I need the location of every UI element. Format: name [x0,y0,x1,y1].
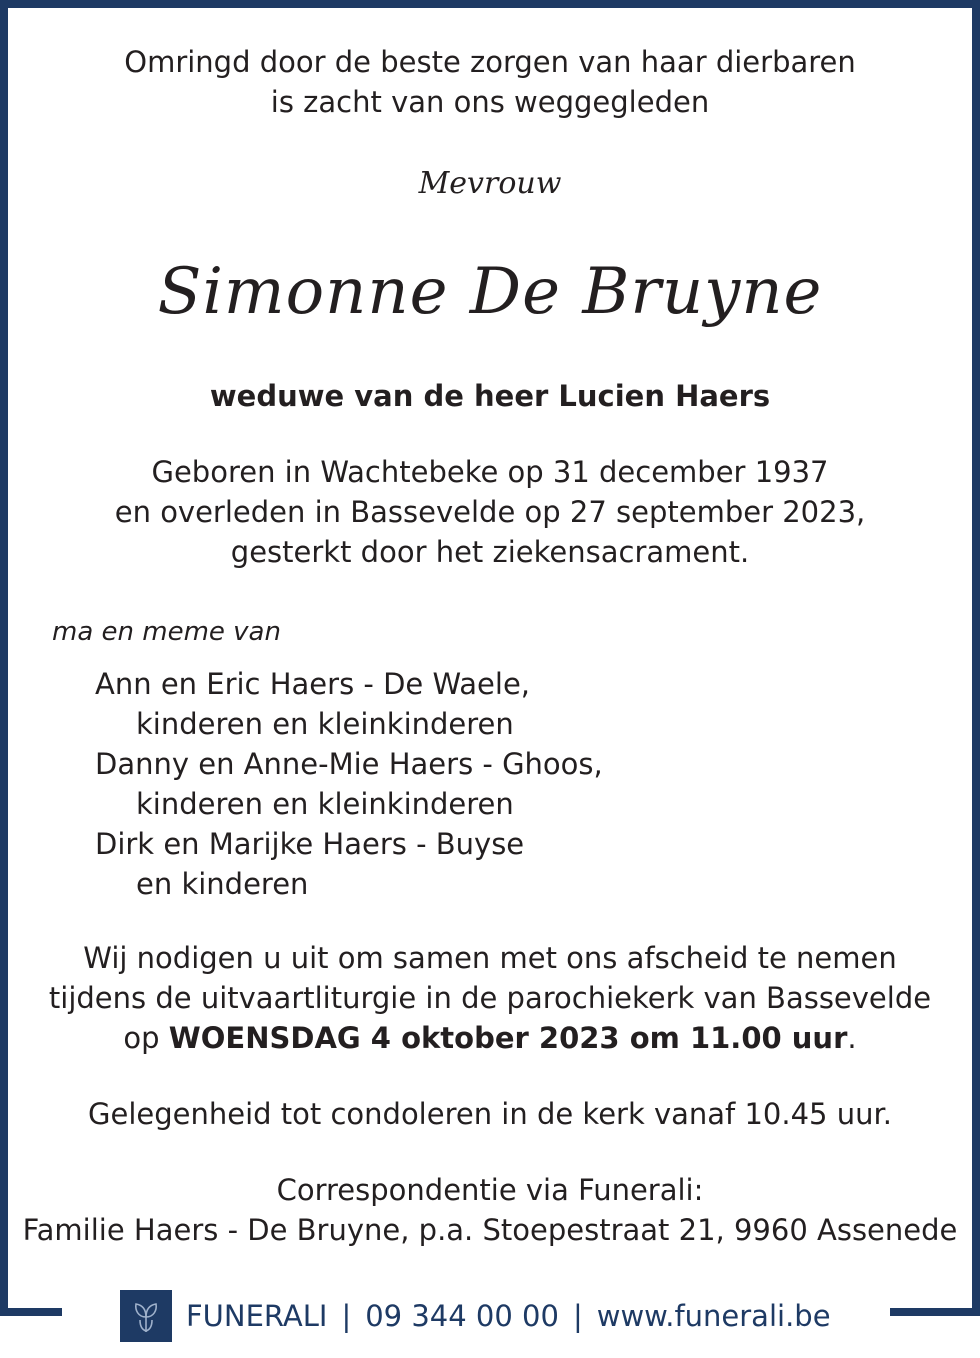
sacrament-line: gesterkt door het ziekensacrament. [230,535,750,569]
footer-separator-1: | [341,1299,352,1333]
family-names-3: Dirk en Marijke Haers - Buyse [95,827,525,861]
family-names-2: Danny en Anne-Mie Haers - Ghoos, [95,747,603,781]
family-heading: ma en meme van [52,617,281,647]
frame-bottom-right-border [890,1308,980,1316]
family-names-1: Ann en Eric Haers - De Waele, [95,667,531,701]
invitation-line-3 [0,1018,980,1058]
funerali-logo [120,1290,172,1342]
sprout-icon [131,1298,161,1334]
invitation-line-2: tijdens de uitvaartliturgie in de parochiekerk van Bassevelde [48,981,932,1015]
footer-separator-2: | [572,1299,583,1333]
frame-bottom-left-border [0,1308,62,1316]
death-line: en overleden in Bassevelde op 27 september 2023, [114,495,866,529]
condolence-line: Gelegenheid tot condoleren in de kerk vanaf 10.45 uur. [88,1097,892,1131]
title-word: Mevrouw [418,166,562,201]
family-sub-1: kinderen en kleinkinderen [136,707,514,741]
footer-brand: FUNERALI [186,1299,328,1333]
widow-of: weduwe van de heer Lucien Haers [209,379,771,413]
invitation-line-1: Wij nodigen u uit om samen met ons afscheid te nemen [83,941,897,975]
family-sub-3: en kinderen [136,867,309,901]
intro-line-2: is zacht van ons weggegleden [270,85,710,119]
family-sub-2: kinderen en kleinkinderen [136,787,514,821]
intro-line-1: Omringd door de beste zorgen van haar dierbaren [124,45,856,79]
invitation-suffix: . [847,1021,857,1055]
correspondence-address: Familie Haers - De Bruyne, p.a. Stoepestraat 21, 9960 Assenede [22,1213,958,1247]
footer-phone[interactable]: 09 344 00 00 [365,1299,559,1333]
deceased-name: Simonne De Bruyne [157,255,823,329]
frame-top-border [0,0,980,8]
footer-website-link[interactable]: www.funerali.be [596,1299,831,1333]
correspondence-heading: Correspondentie via Funerali: [276,1173,704,1207]
footer-bar [120,1290,831,1342]
funeral-datetime: WOENSDAG 4 oktober 2023 om 11.00 uur [168,1021,848,1055]
invitation-prefix: op [123,1021,169,1055]
footer-text [186,1299,831,1333]
birth-line: Geboren in Wachtebeke op 31 december 1937 [151,455,829,489]
